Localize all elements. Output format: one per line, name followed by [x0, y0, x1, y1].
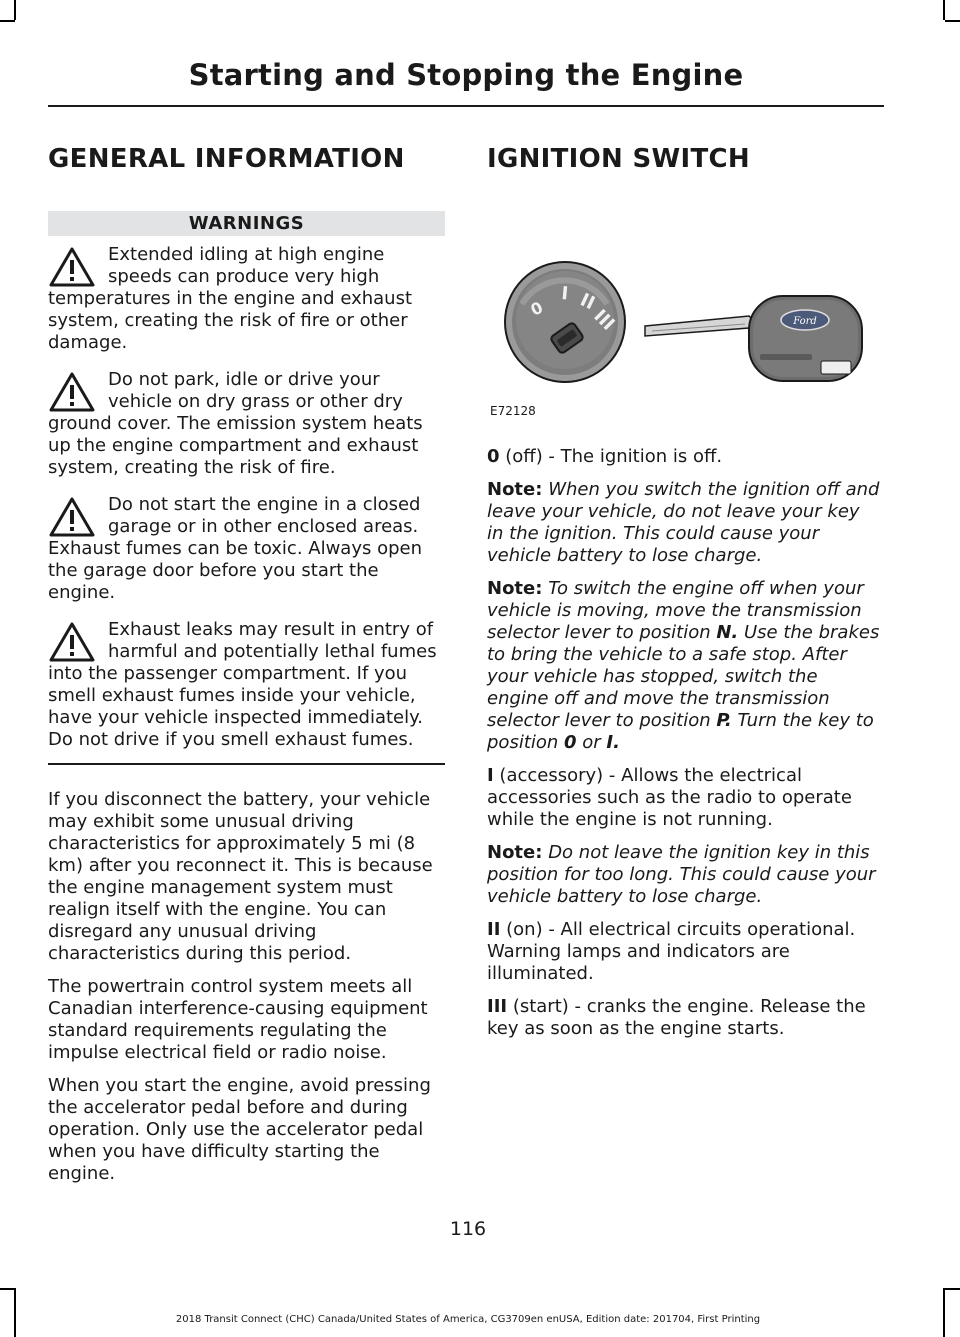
- crop-mark: [14, 0, 16, 20]
- crop-mark: [0, 1288, 15, 1290]
- note-paragraph: [487, 479, 880, 567]
- warning-item: [48, 619, 445, 751]
- crop-mark: [945, 1288, 960, 1290]
- position-iii-text: (start) - cranks the engine. Release the key as soon as the engine starts.: [487, 996, 866, 1039]
- page-title: Starting and Stopping the Engine: [188, 58, 744, 92]
- svg-text:0: 0: [527, 297, 546, 320]
- footer-edition-info: 2018 Transit Connect (CHC) Canada/United States of America, CG3709en enUSA, Edition date: 201704, First Printing: [175, 1314, 761, 1325]
- header-rule: [48, 105, 884, 107]
- section-heading-ignition-switch: IGNITION SWITCH: [487, 144, 750, 174]
- warning-triangle-icon: [48, 246, 96, 288]
- note-text: To switch the engine off when your vehicle is moving, move the transmission selector lever to position N. Use the brakes to bring the vehicle to a safe stop. After your vehicle has stopped, switch the engine off and move the transmission selector lever to position P. Turn the key to position 0 or I.: [487, 578, 880, 753]
- body-paragraph: If you disconnect the battery, your vehicle may exhibit some unusual driving characteristics for approximately 5 mi (8 km) after you reconnect it. This is because the engine management system must realign itself with the engine. You can disregard any unusual driving characteristics during this period.: [48, 789, 433, 964]
- note-paragraph: [487, 578, 880, 754]
- warnings-end-rule: [48, 763, 445, 765]
- note-paragraph: [487, 842, 880, 908]
- position-iii-label: III: [487, 996, 508, 1017]
- position-ii-label: II: [487, 919, 501, 940]
- key-blade-icon: [645, 316, 755, 336]
- note-text: When you switch the ignition off and leave your vehicle, do not leave your key in the ignition. This could cause your vehicle battery to lose charge.: [487, 479, 880, 566]
- position-0-description: [487, 446, 880, 468]
- position-i-text: (accessory) - Allows the electrical accessories such as the radio to operate while the engine is not running.: [487, 765, 852, 830]
- position-i-label: I: [487, 765, 494, 786]
- body-paragraph: When you start the engine, avoid pressing the accelerator pedal before and during operation. Only use the accelerator pedal when you have difficulty starting the engine.: [48, 1075, 431, 1184]
- page-number: 116: [449, 1218, 487, 1240]
- position-ii-text: (on) - All electrical circuits operational. Warning lamps and indicators are illuminated.: [487, 919, 856, 984]
- warning-item: [48, 494, 445, 604]
- warning-item: [48, 369, 445, 479]
- svg-text:II: II: [576, 289, 598, 315]
- note-label: Note:: [487, 842, 543, 863]
- crop-mark: [0, 20, 15, 22]
- warning-text: Exhaust leaks may result in entry of harmful and potentially lethal fumes into the passenger compartment. If you smell exhaust fumes inside your vehicle, have your vehicle inspected immediately. Do not drive if you smell exhaust fumes.: [48, 619, 437, 750]
- warning-triangle-icon: [48, 371, 96, 413]
- ignition-illustration: [487, 186, 880, 401]
- warning-triangle-icon: [48, 621, 96, 663]
- svg-text:Ford: Ford: [793, 316, 817, 327]
- note-label: Note:: [487, 479, 543, 500]
- section-heading-general-information: GENERAL INFORMATION: [48, 144, 405, 174]
- ignition-key-figure: [487, 186, 880, 436]
- crop-mark: [943, 1288, 945, 1337]
- position-i-description: [487, 765, 880, 831]
- figure-code: E72128: [490, 404, 536, 418]
- warning-text: Do not park, idle or drive your vehicle on dry grass or other dry ground cover. The emission system heats up the engine compartment and exhaust system, creating the risk of fire.: [48, 369, 423, 478]
- warnings-banner: WARNINGS: [48, 211, 445, 236]
- position-ii-description: [487, 919, 880, 985]
- svg-text:III: III: [589, 305, 619, 335]
- ford-key-head-icon: [749, 296, 862, 381]
- note-text: Do not leave the ignition key in this position for too long. This could cause your vehicle battery to lose charge.: [487, 842, 876, 907]
- ignition-dial-icon: [505, 262, 625, 382]
- position-0-text: (off) - The ignition is off.: [499, 446, 723, 467]
- warning-text: Do not start the engine in a closed garage or in other enclosed areas. Exhaust fumes can be toxic. Always open the garage door before you start the engine.: [48, 494, 423, 603]
- warning-item: [48, 244, 445, 354]
- body-paragraph: The powertrain control system meets all Canadian interference-causing equipment standard requirements regulating the impulse electrical field or radio noise.: [48, 976, 428, 1063]
- note-label: Note:: [487, 578, 543, 599]
- crop-mark: [943, 0, 945, 20]
- crop-mark: [945, 20, 960, 22]
- right-column: [487, 130, 880, 1051]
- warning-text: Extended idling at high engine speeds can produce very high temperatures in the engine and exhaust system, creating the risk of fire or other damage.: [48, 244, 413, 353]
- position-iii-description: [487, 996, 880, 1040]
- warning-triangle-icon: [48, 496, 96, 538]
- position-0-label: 0: [487, 446, 500, 467]
- left-column: [48, 130, 445, 1196]
- crop-mark: [14, 1288, 16, 1337]
- svg-text:I: I: [560, 283, 570, 305]
